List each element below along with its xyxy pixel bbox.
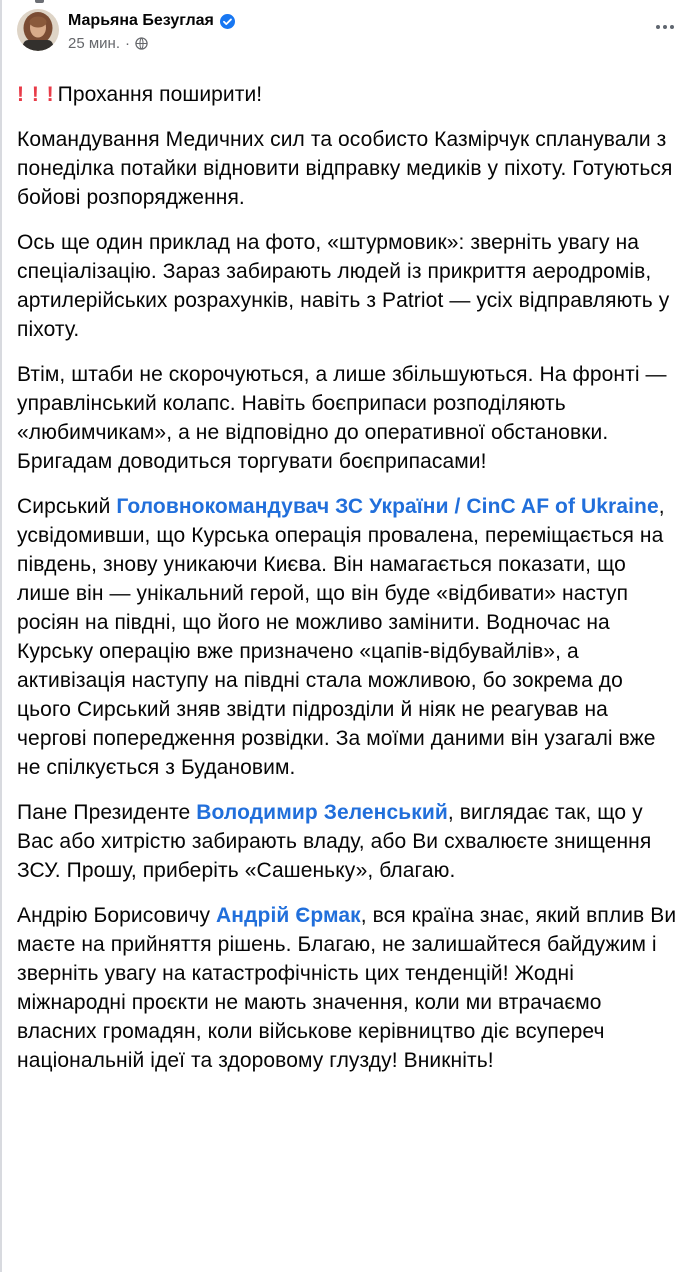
header-text — [68, 9, 646, 53]
post-text: Ось ще один приклад на фото, «штурмовик»: зверніть увагу на спеціалізацію. Зараз забирають людей із прикриття аеродромів, артилерійських розрахунків, навіть з Patriot — усіх відправляють у піхоту. — [17, 231, 670, 341]
post-text: Втім, штаби не скорочуються, а лише збільшуються. На фронті — управлінський колапс. Навіть боєприпаси розподіляють «любимчикам», а не відповідно до оперативної обстановки. Бригадам доводиться торгувати боєприпасами! — [17, 363, 667, 473]
alert-exclamation-icons: ! ! ! — [17, 83, 55, 106]
post-text: Командування Медичних сил та особисто Казмірчук спланували з понеділка потайки відновити відправку медиків у піхоту. Готуються бойові розпорядження. — [17, 128, 673, 209]
post-text: , усвідомивши, що Курська операція провалена, переміщається на південь, знову уникаючи Києва. Він намагається показати, що лише він — унікальний герой, що він буде «відбивати» наступ росіян на півдні, що його не можливо замінити. Водночас на Курську операцію вже призначено «цапів-відбувайлів», а активізація наступу на півдні стала можливою, бо зокрема до цього Сирський зняв звідти підрозділи й ніяк не реагував на чергові попередження розвідки. За моїми даними він узагалі вже не спілкується з Будановим. — [17, 495, 665, 779]
mention-link[interactable]: Головнокомандувач ЗС України / CinC AF of Ukraine — [116, 495, 659, 518]
post-paragraph — [17, 798, 678, 885]
post-text: Сирський — [17, 495, 117, 518]
dot-icon — [663, 25, 667, 29]
post-content — [2, 53, 694, 1075]
post-text: , виглядає так, що у Вас або хитрістю забирають владу, або Ви схвалюєте знищення ЗСУ. Прошу, приберіть «Сашеньку», благаю. — [17, 801, 652, 882]
meta-separator: · — [125, 35, 130, 52]
post-paragraph — [17, 125, 678, 212]
post-paragraph — [17, 360, 678, 476]
post-text: , вся країна знає, який вплив Ви маєте на прийняття рішень. Благаю, не залишайтеся байдужим і зверніть увагу на катастрофічність цих тенденцій! Жодні міжнародні проєкти не мають значення, коли ми втрачаємо власних громадян, коли військове керівництво діє всупереч національній ідеї та здоровому глузду! Вникніть! — [17, 904, 677, 1072]
post-paragraph — [17, 492, 678, 782]
mention-link[interactable]: Володимир Зеленський — [196, 801, 448, 824]
post-paragraph — [17, 80, 678, 109]
crop-artifact — [35, 0, 44, 3]
verified-badge-icon — [220, 14, 235, 29]
name-row — [68, 11, 646, 31]
meta-row — [68, 34, 646, 53]
post-text: Андрію Борисовичу — [17, 904, 217, 927]
dot-icon — [670, 25, 674, 29]
globe-icon — [135, 37, 148, 50]
timestamp[interactable]: 25 мин. — [68, 35, 120, 52]
post-paragraph — [17, 901, 678, 1075]
post-paragraph — [17, 228, 678, 344]
post-options-button[interactable] — [646, 9, 680, 39]
post-header — [2, 0, 694, 53]
dot-icon — [656, 25, 660, 29]
mention-link[interactable]: Андрій Єрмак — [216, 904, 361, 927]
post-text: Пане Президенте — [17, 801, 197, 824]
author-name[interactable]: Марьяна Безуглая — [68, 12, 214, 29]
avatar[interactable] — [17, 9, 59, 51]
post-text: Прохання поширити! — [57, 83, 263, 106]
